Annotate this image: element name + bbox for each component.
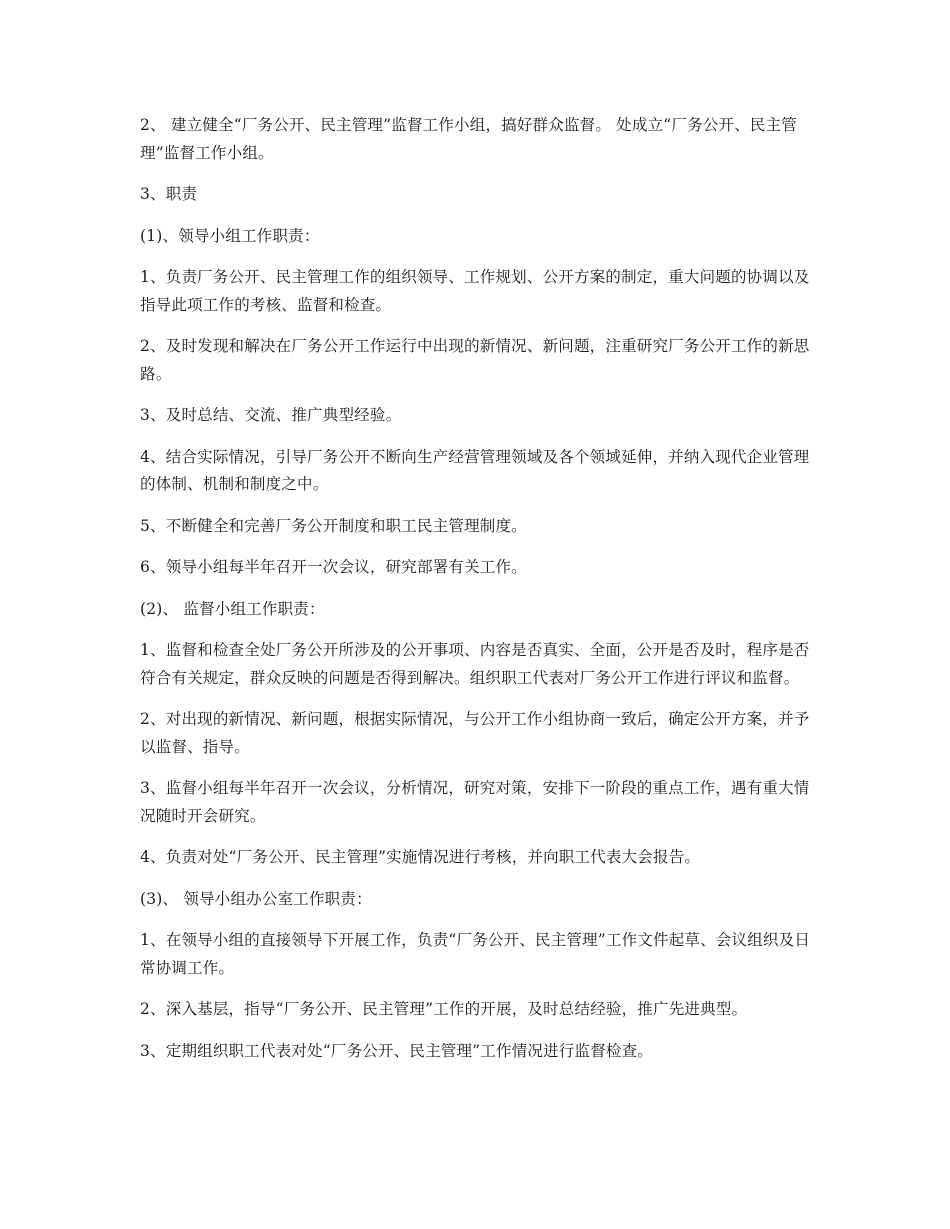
supervision-duty-1: 1、监督和检查全处厂务公开所涉及的公开事项、内容是否真实、全面，公开是否及时，程序是否符合有关规定，群众反映的问题是否得到解决。组织职工代表对厂务公开工作进行评议和监督。	[140, 641, 810, 687]
office-duty-2: 2、深入基层，指导“厂务公开、民主管理”工作的开展，及时总结经验，推广先进典型。	[140, 1000, 748, 1018]
supervision-duty-4: 4、负责对处“厂务公开、民主管理”实施情况进行考核，并向职工代表大会报告。	[140, 848, 701, 866]
leading-duty-4: 4、结合实际情况，引导厂务公开不断向生产经营管理领域及各个领域延伸，并纳入现代企业管理的体制、机制和制度之中。	[140, 447, 810, 493]
office-duty-1: 1、在领导小组的直接领导下开展工作，负责“厂务公开、民主管理”工作文件起草、会议组织及日常协调工作。	[140, 931, 811, 977]
paragraph-3-duties-heading: 3、职责	[140, 185, 198, 203]
supervision-duty-3: 3、监督小组每半年召开一次会议，分析情况，研究对策，安排下一阶段的重点工作，遇有重大情况随时开会研究。	[140, 779, 810, 825]
leading-duty-2: 2、及时发现和解决在厂务公开工作运行中出现的新情况、新问题，注重研究厂务公开工作的新思路。	[140, 337, 810, 383]
leading-duty-5: 5、不断健全和完善厂务公开制度和职工民主管理制度。	[140, 516, 527, 535]
document-body	[140, 112, 812, 1079]
leading-duty-6: 6、领导小组每半年召开一次会议，研究部署有关工作。	[140, 558, 527, 576]
section-heading-leading-group-duties: (1)、领导小组工作职责：	[140, 226, 320, 245]
leading-duty-1: 1、负责厂务公开、民主管理工作的组织领导、工作规划、公开方案的制定，重大问题的协调以及指导此项工作的考核、监督和检查。	[140, 268, 810, 314]
office-duty-3: 3、定期组织职工代表对处“厂务公开、民主管理”工作情况进行监督检查。	[140, 1041, 654, 1060]
paragraph-2-establish-supervision-group: 2、 建立健全“厂务公开、民主管理”监督工作小组，搞好群众监督。 处成立“厂务公开、民主管理”监督工作小组。	[140, 116, 797, 162]
section-heading-supervision-group-duties: (2)、 监督小组工作职责：	[140, 599, 325, 618]
leading-duty-3: 3、及时总结、交流、推广典型经验。	[140, 406, 402, 424]
section-heading-office-duties: (3)、 领导小组办公室工作职责：	[140, 889, 372, 908]
supervision-duty-2: 2、对出现的新情况、新问题，根据实际情况，与公开工作小组协商一致后，确定公开方案，并予以监督、指导。	[140, 710, 810, 756]
